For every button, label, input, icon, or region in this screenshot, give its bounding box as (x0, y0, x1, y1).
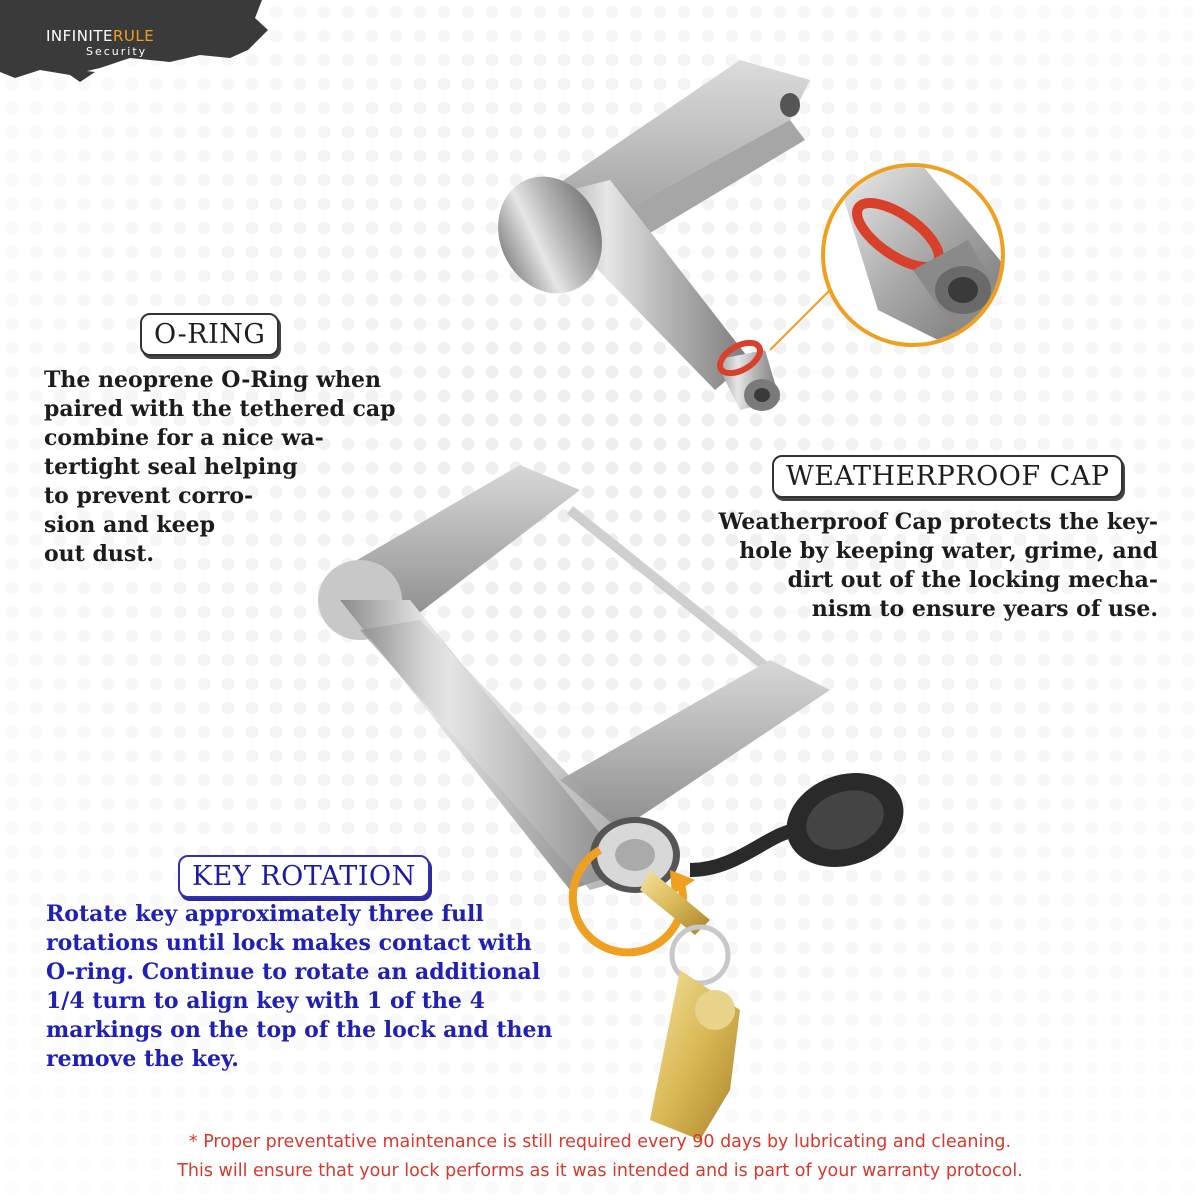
weatherproof-line: nism to ensure years of use. (811, 596, 1158, 622)
key-rotation-line: rotations until lock makes contact with (46, 930, 532, 956)
key-rotation-line: 1/4 turn to align key with 1 of the 4 (46, 988, 485, 1014)
oring-line: out dust. (44, 541, 155, 567)
key-rotation-line: markings on the top of the lock and then (46, 1017, 553, 1043)
footnote-line: This will ensure that your lock performs as it was intended and is part of your warranty protocol. (177, 1161, 1023, 1181)
weatherproof-description (620, 508, 1158, 624)
oring-line: The neoprene O-Ring when (44, 367, 382, 393)
oring-description (44, 366, 396, 569)
oring-line: to prevent corro- (44, 483, 254, 509)
oring-line: sion and keep (44, 512, 215, 538)
brand-sub: Security (86, 45, 148, 58)
brand-name: INFINITERULE (46, 27, 155, 45)
key-rotation-line: Rotate key approximately three full (46, 901, 484, 927)
maintenance-footnote (0, 1128, 1200, 1186)
key-rotation-line: O-ring. Continue to rotate an additional (46, 959, 541, 985)
weatherproof-line: Weatherproof Cap protects the key- (718, 509, 1158, 535)
weatherproof-line: dirt out of the locking mecha- (787, 567, 1158, 593)
brand-logo (0, 0, 270, 85)
oring-line: tertight seal helping (44, 454, 298, 480)
oring-line: combine for a nice wa- (44, 425, 324, 451)
key-rotation-description (46, 900, 553, 1074)
weatherproof-line: hole by keeping water, grime, and (739, 538, 1158, 564)
oring-line: paired with the tethered cap (44, 396, 396, 422)
weatherproof-heading: WEATHERPROOF CAP (772, 455, 1123, 498)
key-rotation-line: remove the key. (46, 1046, 239, 1072)
key-rotation-heading: KEY ROTATION (178, 855, 430, 898)
oring-zoom-callout (818, 160, 1008, 350)
oring-heading: O-RING (140, 313, 279, 356)
footnote-line: * Proper preventative maintenance is still required every 90 days by lubricating and cleaning. (188, 1132, 1012, 1152)
